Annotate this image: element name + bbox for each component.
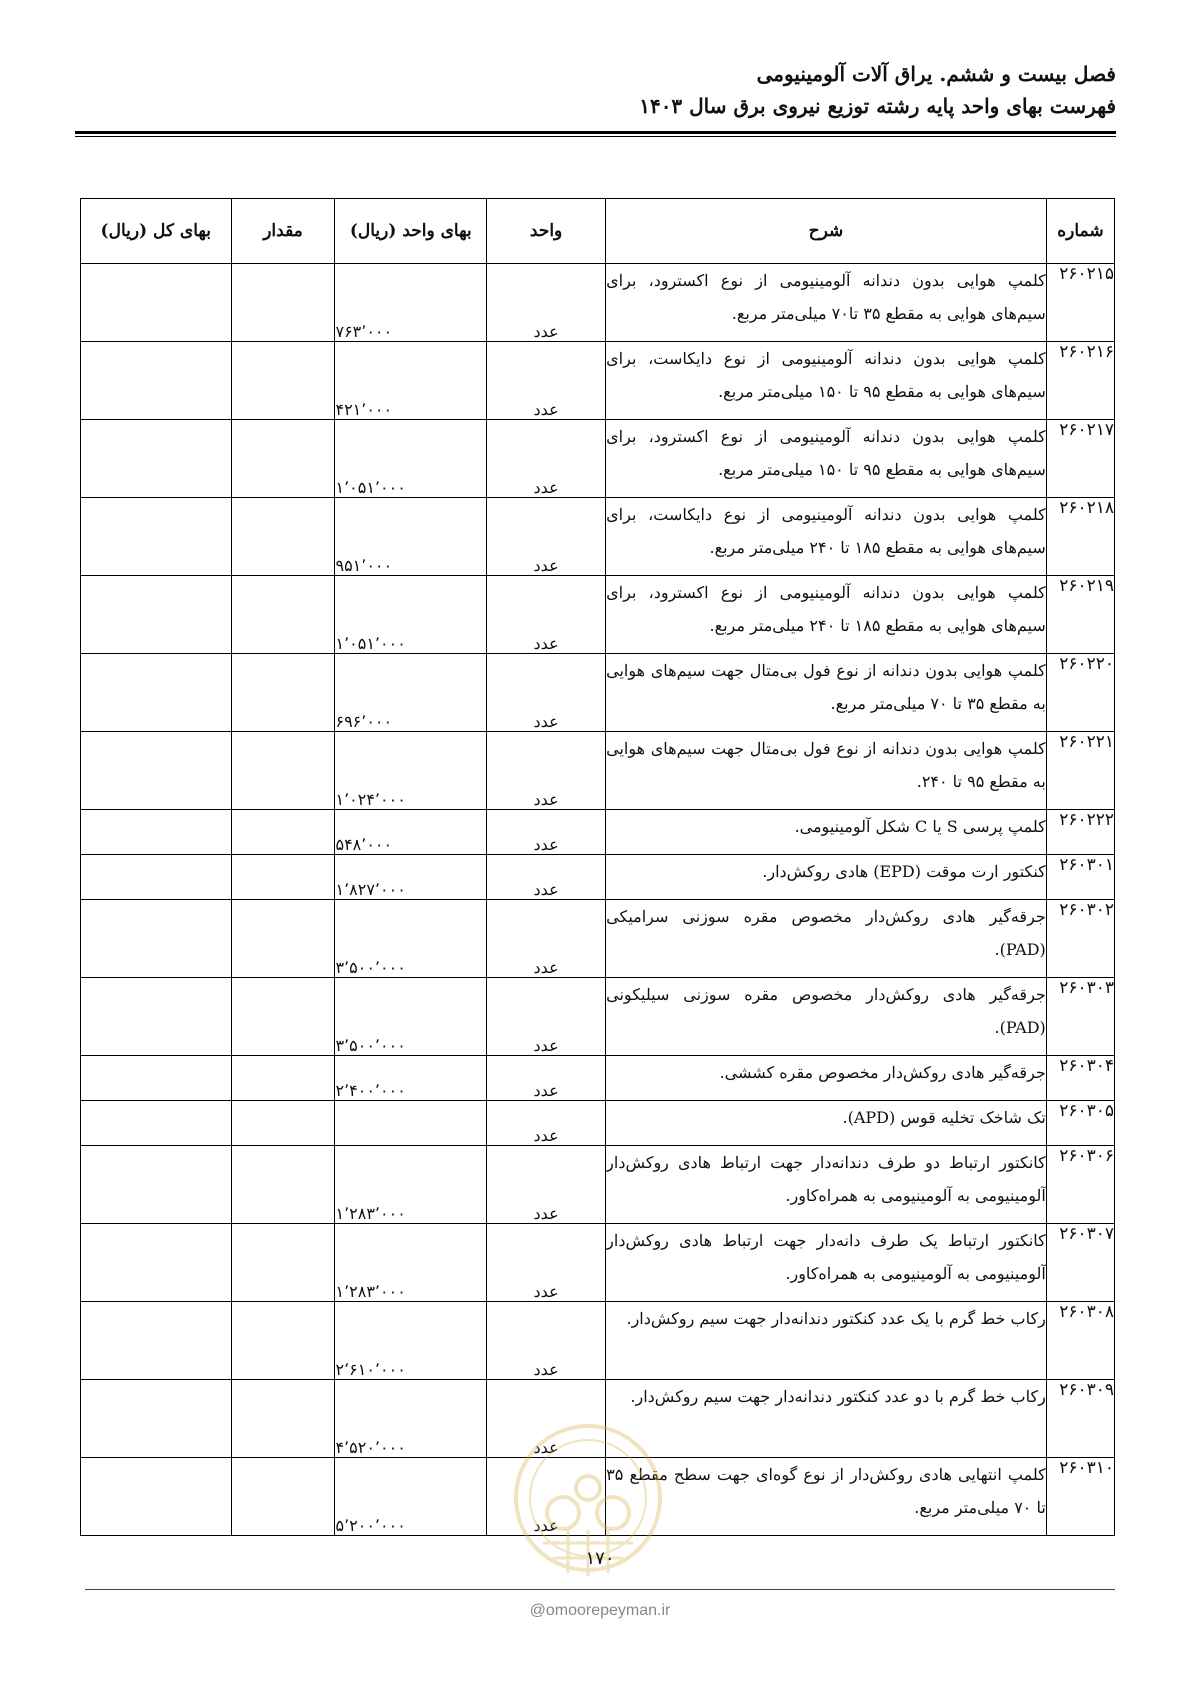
item-number: ۲۶۰۳۰۲: [1046, 900, 1114, 978]
item-number: ۲۶۰۲۱۵: [1046, 264, 1114, 342]
item-quantity: [231, 420, 335, 498]
item-description: جرقه‌گیر هادی روکش‌دار مخصوص مقره سوزنی سیلیکونی (PAD).: [606, 978, 1047, 1056]
item-unit-price: ۳٬۵۰۰٬۰۰۰: [335, 978, 487, 1056]
item-description: کلمپ هوایی بدون دندانه آلومینیومی از نوع اکسترود، برای سیم‌های هوایی به مقطع ۳۵ تا۷۰ میلی‌متر مربع.: [606, 264, 1047, 342]
item-number: ۲۶۰۲۲۰: [1046, 654, 1114, 732]
item-number: ۲۶۰۲۱۹: [1046, 576, 1114, 654]
item-unit: عدد: [487, 498, 606, 576]
item-total-price: [81, 1056, 232, 1101]
publisher-seal-watermark: [508, 1418, 668, 1598]
item-total-price: [81, 420, 232, 498]
chapter-title: فصل بیست و ششم. یراق آلات آلومینیومی: [756, 62, 1116, 86]
item-quantity: [231, 1224, 335, 1302]
item-number: ۲۶۰۲۲۲: [1046, 810, 1114, 855]
item-description: کانکتور ارتباط یک طرف دانه‌دار جهت ارتباط هادی روکش‌دار آلومینیومی به آلومینیومی به همراه‌کاور.: [606, 1224, 1047, 1302]
item-number: ۲۶۰۳۰۸: [1046, 1302, 1114, 1380]
table-header-row: [81, 199, 1115, 264]
item-quantity: [231, 576, 335, 654]
item-unit-price: ۱٬۰۵۱٬۰۰۰: [335, 576, 487, 654]
item-unit: عدد: [487, 342, 606, 420]
item-unit: عدد: [487, 1101, 606, 1146]
item-number: ۲۶۰۲۱۶: [1046, 342, 1114, 420]
item-total-price: [81, 1224, 232, 1302]
table-row: [81, 1101, 1115, 1146]
item-number: ۲۶۰۳۱۰: [1046, 1458, 1114, 1536]
item-unit-price: ۲٬۶۱۰٬۰۰۰: [335, 1302, 487, 1380]
header-rule-thick: [75, 131, 1116, 134]
item-total-price: [81, 1380, 232, 1458]
item-description: کلمپ انتهایی هادی روکش‌دار از نوع گوه‌ای جهت سطح مقطع ۳۵ تا ۷۰ میلی‌متر مربع.: [606, 1458, 1047, 1536]
item-unit-price: ۶۹۶٬۰۰۰: [335, 654, 487, 732]
header-unit: واحد: [487, 199, 606, 264]
table-row: [81, 855, 1115, 900]
item-unit-price: ۴٬۵۲۰٬۰۰۰: [335, 1380, 487, 1458]
item-number: ۲۶۰۳۰۵: [1046, 1101, 1114, 1146]
item-unit-price: [335, 1101, 487, 1146]
document-subtitle: فهرست بهای واحد پایه رشته توزیع نیروی برق سال ۱۴۰۳: [639, 94, 1116, 118]
item-unit-price: ۲٬۴۰۰٬۰۰۰: [335, 1056, 487, 1101]
item-total-price: [81, 810, 232, 855]
item-description: رکاب خط گرم با یک عدد کنکتور دندانه‌دار جهت سیم روکش‌دار.: [606, 1302, 1047, 1380]
item-unit: عدد: [487, 1302, 606, 1380]
table-row: [81, 810, 1115, 855]
item-total-price: [81, 576, 232, 654]
table-row: [81, 498, 1115, 576]
table-row: [81, 264, 1115, 342]
item-unit: عدد: [487, 1380, 606, 1458]
item-unit: عدد: [487, 810, 606, 855]
item-total-price: [81, 1302, 232, 1380]
table-row: [81, 576, 1115, 654]
item-quantity: [231, 1101, 335, 1146]
item-description: تک شاخک تخلیه قوس (APD).: [606, 1101, 1047, 1146]
item-unit: عدد: [487, 900, 606, 978]
item-description: کلمپ هوایی بدون دندانه آلومینیومی از نوع دایکاست، برای سیم‌های هوایی به مقطع ۹۵ تا ۱۵۰ میلی‌متر مربع.: [606, 342, 1047, 420]
table-row: [81, 1056, 1115, 1101]
item-unit: عدد: [487, 420, 606, 498]
item-unit: عدد: [487, 1146, 606, 1224]
table-row: [81, 732, 1115, 810]
item-number: ۲۶۰۳۰۱: [1046, 855, 1114, 900]
table-row: [81, 342, 1115, 420]
item-description: کلمپ پرسی S یا C شکل آلومینیومی.: [606, 810, 1047, 855]
item-total-price: [81, 855, 232, 900]
header-total-price: بهای کل (ریال): [81, 199, 232, 264]
item-total-price: [81, 732, 232, 810]
item-total-price: [81, 900, 232, 978]
price-table: [80, 198, 1115, 1536]
item-total-price: [81, 498, 232, 576]
item-number: ۲۶۰۲۱۸: [1046, 498, 1114, 576]
table-row: [81, 1146, 1115, 1224]
item-number: ۲۶۰۳۰۷: [1046, 1224, 1114, 1302]
table-row: [81, 900, 1115, 978]
item-description: رکاب خط گرم با دو عدد کنکتور دندانه‌دار جهت سیم روکش‌دار.: [606, 1380, 1047, 1458]
item-unit: عدد: [487, 1458, 606, 1536]
item-unit: عدد: [487, 576, 606, 654]
item-description: کلمپ هوایی بدون دندانه آلومینیومی از نوع اکسترود، برای سیم‌های هوایی به مقطع ۹۵ تا ۱۵۰ میلی‌متر مربع.: [606, 420, 1047, 498]
item-total-price: [81, 1101, 232, 1146]
item-quantity: [231, 1458, 335, 1536]
item-unit: عدد: [487, 1224, 606, 1302]
item-unit-price: ۵٬۲۰۰٬۰۰۰: [335, 1458, 487, 1536]
item-unit: عدد: [487, 732, 606, 810]
item-total-price: [81, 1458, 232, 1536]
item-description: جرقه‌گیر هادی روکش‌دار مخصوص مقره سوزنی سرامیکی (PAD).: [606, 900, 1047, 978]
table-row: [81, 420, 1115, 498]
footer-rule: [85, 1589, 1115, 1590]
item-total-price: [81, 978, 232, 1056]
item-description: جرقه‌گیر هادی روکش‌دار مخصوص مقره کششی.: [606, 1056, 1047, 1101]
item-unit-price: ۱٬۰۲۴٬۰۰۰: [335, 732, 487, 810]
item-total-price: [81, 1146, 232, 1224]
item-quantity: [231, 342, 335, 420]
header-rule-thin: [75, 136, 1116, 137]
header-quantity: مقدار: [231, 199, 335, 264]
item-number: ۲۶۰۳۰۹: [1046, 1380, 1114, 1458]
header-number: شماره: [1046, 199, 1114, 264]
item-number: ۲۶۰۳۰۶: [1046, 1146, 1114, 1224]
item-unit-price: ۹۵۱٬۰۰۰: [335, 498, 487, 576]
table-row: [81, 654, 1115, 732]
item-number: ۲۶۰۲۲۱: [1046, 732, 1114, 810]
item-unit: عدد: [487, 978, 606, 1056]
item-unit-price: ۵۴۸٬۰۰۰: [335, 810, 487, 855]
item-unit: عدد: [487, 855, 606, 900]
table-row: [81, 1302, 1115, 1380]
item-unit-price: ۷۶۳٬۰۰۰: [335, 264, 487, 342]
header-unit-price: بهای واحد (ریال): [335, 199, 487, 264]
item-description: کلمپ هوایی بدون دندانه از نوع فول بی‌متال جهت سیم‌های هوایی به مقطع ۳۵ تا ۷۰ میلی‌متر مربع.: [606, 654, 1047, 732]
header-description: شرح: [606, 199, 1047, 264]
item-number: ۲۶۰۳۰۳: [1046, 978, 1114, 1056]
item-unit-price: ۴۲۱٬۰۰۰: [335, 342, 487, 420]
table-row: [81, 1224, 1115, 1302]
page-number: ۱۷۰: [585, 1548, 615, 1569]
item-quantity: [231, 264, 335, 342]
item-description: کلمپ هوایی بدون دندانه آلومینیومی از نوع دایکاست، برای سیم‌های هوایی به مقطع ۱۸۵ تا ۲۴۰ میلی‌متر مربع.: [606, 498, 1047, 576]
page-header: [76, 58, 1116, 122]
item-unit: عدد: [487, 1056, 606, 1101]
item-total-price: [81, 342, 232, 420]
item-total-price: [81, 264, 232, 342]
item-unit-price: ۳٬۵۰۰٬۰۰۰: [335, 900, 487, 978]
item-unit: عدد: [487, 264, 606, 342]
item-description: کلمپ هوایی بدون دندانه آلومینیومی از نوع اکسترود، برای سیم‌های هوایی به مقطع ۱۸۵ تا ۲۴۰ میلی‌متر مربع.: [606, 576, 1047, 654]
item-description: کانکتور ارتباط دو طرف دندانه‌دار جهت ارتباط هادی روکش‌دار آلومینیومی به آلومینیومی به همراه‌کاور.: [606, 1146, 1047, 1224]
item-quantity: [231, 498, 335, 576]
item-quantity: [231, 1056, 335, 1101]
item-description: کلمپ هوایی بدون دندانه از نوع فول بی‌متال جهت سیم‌های هوایی به مقطع ۹۵ تا ۲۴۰.: [606, 732, 1047, 810]
item-unit-price: ۱٬۰۵۱٬۰۰۰: [335, 420, 487, 498]
item-quantity: [231, 732, 335, 810]
item-unit-price: ۱٬۲۸۳٬۰۰۰: [335, 1146, 487, 1224]
item-quantity: [231, 855, 335, 900]
item-number: ۲۶۰۲۱۷: [1046, 420, 1114, 498]
item-description: کنکتور ارت موقت (EPD) هادی روکش‌دار.: [606, 855, 1047, 900]
item-quantity: [231, 978, 335, 1056]
item-quantity: [231, 1380, 335, 1458]
table-row: [81, 978, 1115, 1056]
item-quantity: [231, 810, 335, 855]
item-total-price: [81, 654, 232, 732]
item-unit: عدد: [487, 654, 606, 732]
item-number: ۲۶۰۳۰۴: [1046, 1056, 1114, 1101]
item-quantity: [231, 1302, 335, 1380]
website-watermark: @omoorepeyman.ir: [529, 1602, 671, 1619]
item-unit-price: ۱٬۸۲۷٬۰۰۰: [335, 855, 487, 900]
item-unit-price: ۱٬۲۸۳٬۰۰۰: [335, 1224, 487, 1302]
item-quantity: [231, 900, 335, 978]
item-quantity: [231, 1146, 335, 1224]
item-quantity: [231, 654, 335, 732]
